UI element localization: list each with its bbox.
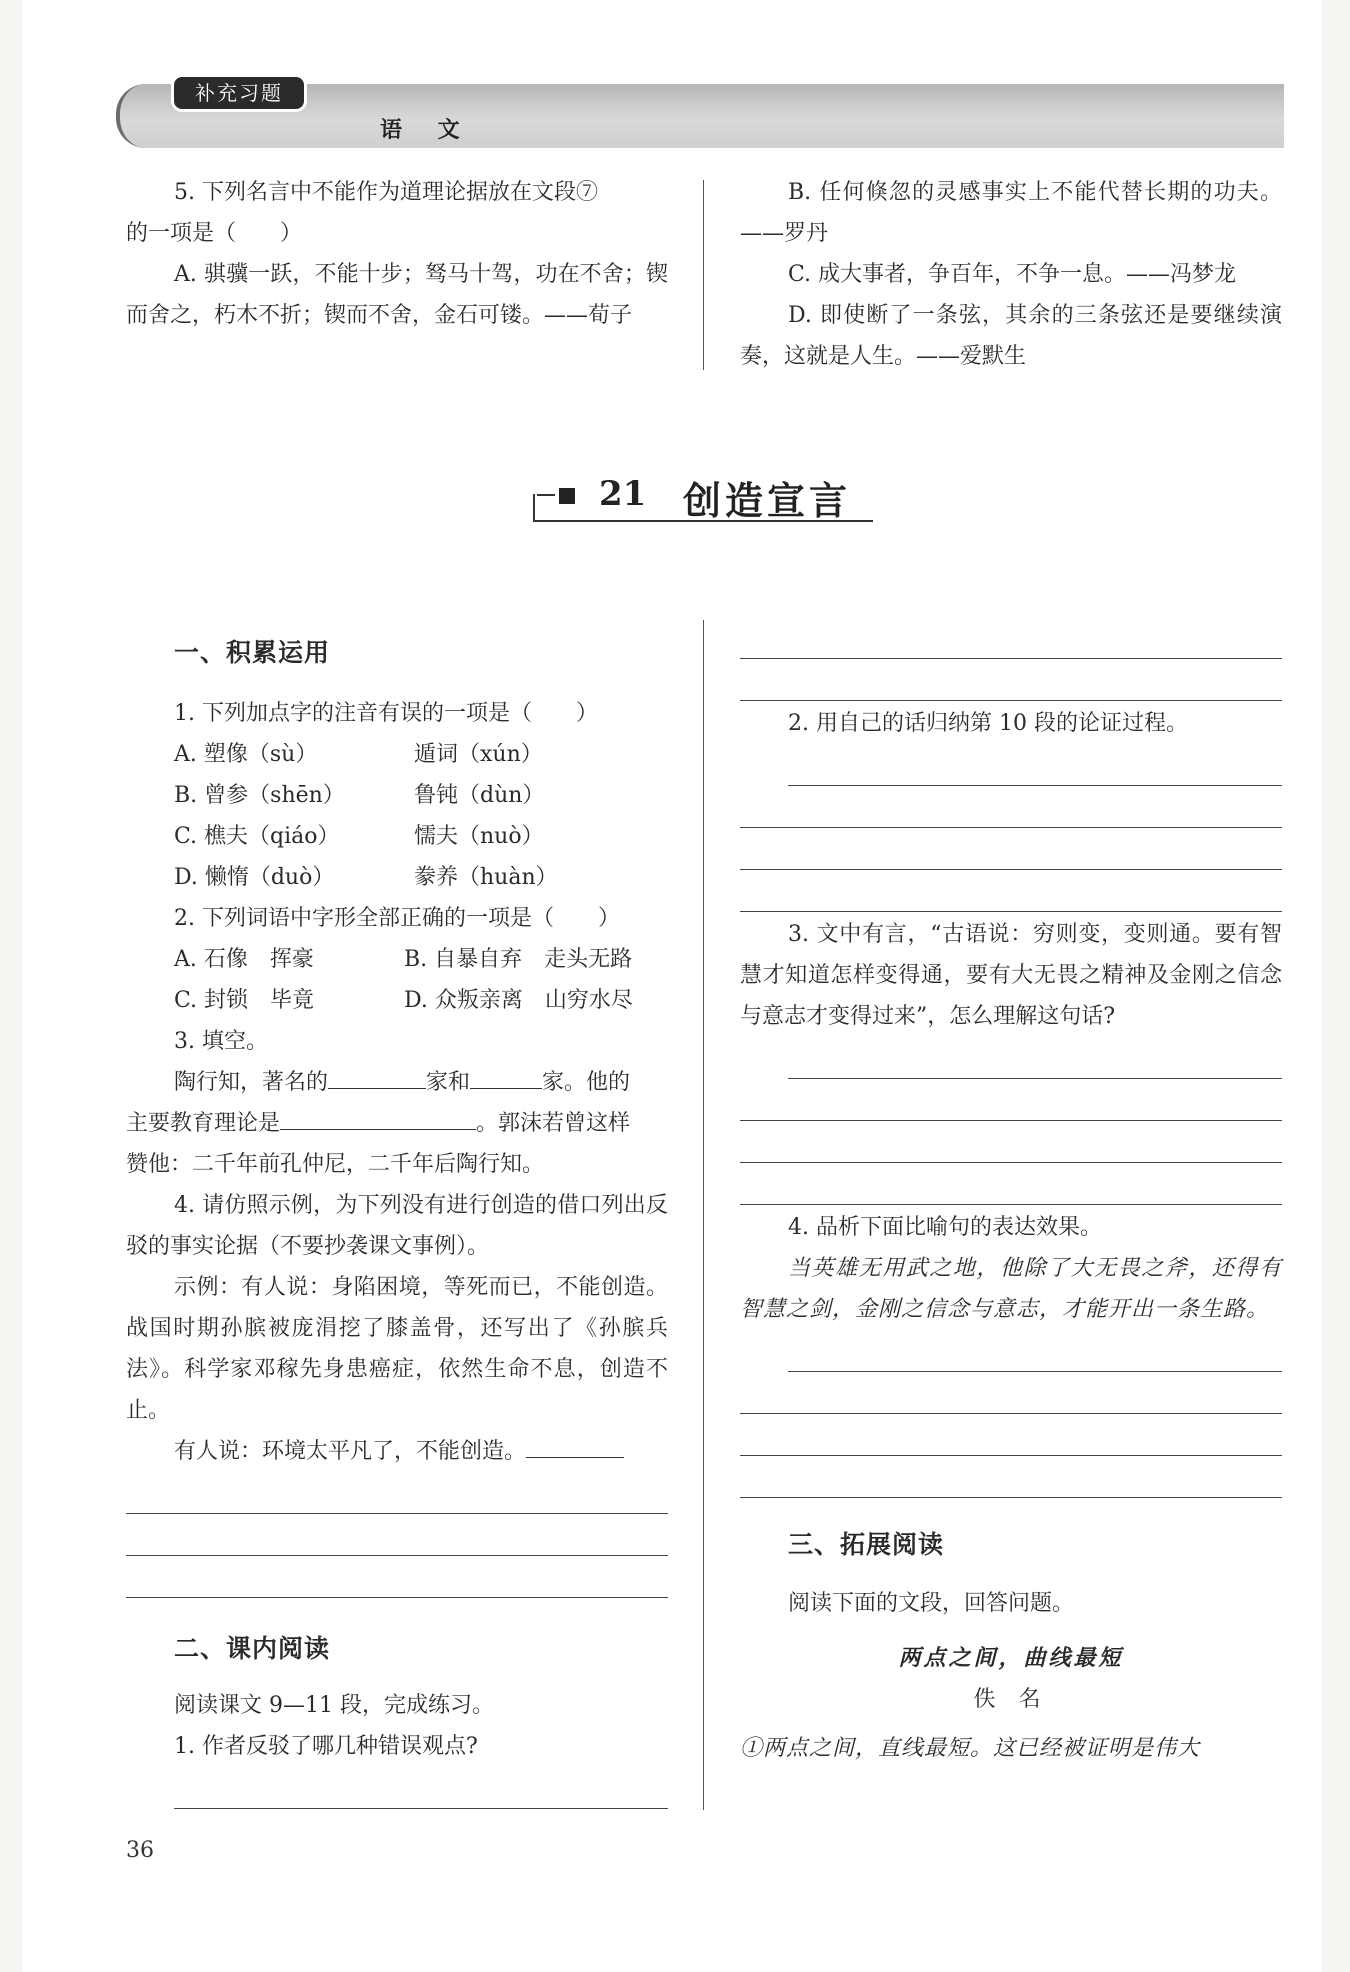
answer-line[interactable] — [740, 659, 1282, 701]
sec2-q4-stem: 4. 品析下面比喻句的表达效果。 — [788, 1215, 1102, 1240]
section2-q1: 1. 作者反驳了哪几种错误观点? — [174, 1734, 478, 1759]
header-subject: 语 文 — [380, 118, 474, 143]
article-title: 两点之间，曲线最短 — [898, 1645, 1124, 1671]
q2-option-cd-right: D. 众叛亲离 山穷水尽 — [404, 988, 633, 1013]
q3-stem: 3. 填空。 — [174, 1029, 268, 1054]
answer-line[interactable] — [740, 617, 1282, 659]
blank-field[interactable] — [280, 1103, 476, 1130]
top-column-divider — [703, 180, 704, 370]
section1-title: 一、积累运用 — [174, 638, 331, 667]
section3-intro: 阅读下面的文段，回答问题。 — [788, 1591, 1075, 1616]
q1-option-row — [126, 775, 668, 816]
q5-option-d: D. 即使断了一条弦，其余的三条弦还是要继续演奏，这就是人生。——爱默生 — [740, 303, 1282, 369]
sec2-q4-quote: 当英雄无用武之地，他除了大无畏之斧，还得有智慧之剑，金刚之信念与意志，才能开出一条生路。 — [740, 1256, 1282, 1322]
answer-line[interactable] — [740, 1121, 1282, 1163]
q1-option-row — [126, 734, 668, 775]
q1-option-c: C. 樵夫（qiáo） — [174, 824, 340, 849]
sec2-q3-stem: 3. 文中有言，“古语说：穷则变，变则通。要有智慧才知道怎样变得通，要有大无畏之精神及金刚之信念与意志才变得过来”，怎么理解这句话? — [740, 922, 1282, 1029]
header-tab-label: 补充习题 — [174, 77, 304, 109]
answer-line[interactable] — [740, 1163, 1282, 1205]
answer-line[interactable] — [788, 744, 1282, 786]
q1-option-a: A. 塑像（sù） — [174, 742, 318, 767]
q5-option-a: A. 骐骥一跃，不能十步；驽马十驾，功在不舍；锲而舍之，朽木不折；锲而不舍，金石可镂。——荀子 — [126, 262, 668, 328]
answer-line[interactable] — [740, 828, 1282, 870]
section3-title: 三、拓展阅读 — [788, 1530, 945, 1559]
answer-line[interactable] — [174, 1767, 668, 1809]
answer-line[interactable] — [740, 1372, 1282, 1414]
q1-option-b: B. 曾参（shēn） — [174, 783, 345, 808]
page-number: 36 — [126, 1838, 154, 1863]
q1-option-c2: 懦夫（nuò） — [414, 824, 544, 849]
q2-stem: 2. 下列词语中字形全部正确的一项是（ ） — [174, 906, 620, 931]
article-paragraph-1: ①两点之间，直线最短。这已经被证明是伟大 — [740, 1736, 1201, 1761]
q5-option-b: B. 任何倏忽的灵感事实上不能代替长期的功夫。——罗丹 — [740, 180, 1282, 246]
main-left-column — [126, 632, 668, 1809]
q1-option-row — [126, 857, 668, 898]
q1-stem: 1. 下列加点字的注音有误的一项是（ ） — [174, 701, 598, 726]
main-right-column — [740, 617, 1282, 1769]
section2-intro: 阅读课文 9—11 段，完成练习。 — [174, 1693, 494, 1718]
q4-example: 示例：有人说：身陷困境，等死而已，不能创造。战国时期孙膑被庞涓挖了膝盖骨，还写出了《孙膑兵法》。科学家邓稼先身患癌症，依然生命不息，创造不止。 — [126, 1275, 668, 1423]
answer-line[interactable] — [740, 1456, 1282, 1498]
q2-option-row — [126, 939, 668, 980]
answer-line[interactable] — [788, 1330, 1282, 1372]
q2-option-cd-left: C. 封锁 毕竟 — [174, 988, 315, 1013]
q1-option-b2: 鲁钝（dùn） — [414, 783, 545, 808]
blank-field[interactable] — [470, 1062, 542, 1089]
section2-title: 二、课内阅读 — [174, 1634, 331, 1663]
answer-line[interactable] — [740, 1414, 1282, 1456]
lesson-number: 21 — [599, 474, 647, 514]
lesson-name: 创造宣言 — [683, 478, 852, 523]
answer-line[interactable] — [740, 870, 1282, 912]
q1-option-row — [126, 816, 668, 857]
q1-option-d2: 豢养（huàn） — [414, 865, 558, 890]
answer-line[interactable] — [126, 1514, 668, 1556]
q5-stem-line1: 5. 下列名言中不能作为道理论据放在文段⑦ — [174, 180, 598, 205]
answer-line[interactable] — [788, 1037, 1282, 1079]
q1-option-d: D. 懒惰（duò） — [174, 865, 335, 890]
q4-stem: 4. 请仿照示例，为下列没有进行创造的借口列出反驳的事实论据（不要抄袭课文事例）。 — [126, 1193, 668, 1259]
q5-stem-line2: 的一项是（ ） — [126, 221, 303, 246]
q3-line3: 赞他：二千年前孔仲尼，二千年后陶行知。 — [126, 1152, 545, 1177]
q1-option-a2: 遁词（xún） — [414, 742, 543, 767]
blank-field[interactable] — [526, 1431, 624, 1458]
blank-field[interactable] — [328, 1062, 426, 1089]
answer-line[interactable] — [126, 1556, 668, 1598]
q3-line2: 主要教育理论是 。郭沫若曾这样 — [126, 1103, 668, 1144]
top-left-column — [126, 172, 668, 336]
sec2-q2-stem: 2. 用自己的话归纳第 10 段的论证过程。 — [788, 711, 1188, 736]
q2-option-ab-left: A. 石像 挥豪 — [174, 947, 314, 972]
q4-prompt-line: 有人说：环境太平凡了，不能创造。 — [126, 1431, 668, 1472]
top-right-column — [740, 172, 1282, 377]
lesson-title-square-icon — [559, 488, 575, 504]
answer-line[interactable] — [740, 1079, 1282, 1121]
q5-option-c: C. 成大事者，争百年，不争一息。——冯梦龙 — [788, 262, 1237, 287]
answer-line[interactable] — [126, 1472, 668, 1514]
q2-option-ab-right: B. 自暴自弃 走头无路 — [404, 947, 633, 972]
q2-option-row — [126, 980, 668, 1021]
lesson-title — [533, 470, 871, 523]
answer-line[interactable] — [740, 786, 1282, 828]
q3-line1: 陶行知，著名的 家和 家。他的 — [126, 1062, 668, 1103]
main-column-divider — [703, 620, 704, 1810]
article-author: 佚 名 — [973, 1687, 1049, 1712]
